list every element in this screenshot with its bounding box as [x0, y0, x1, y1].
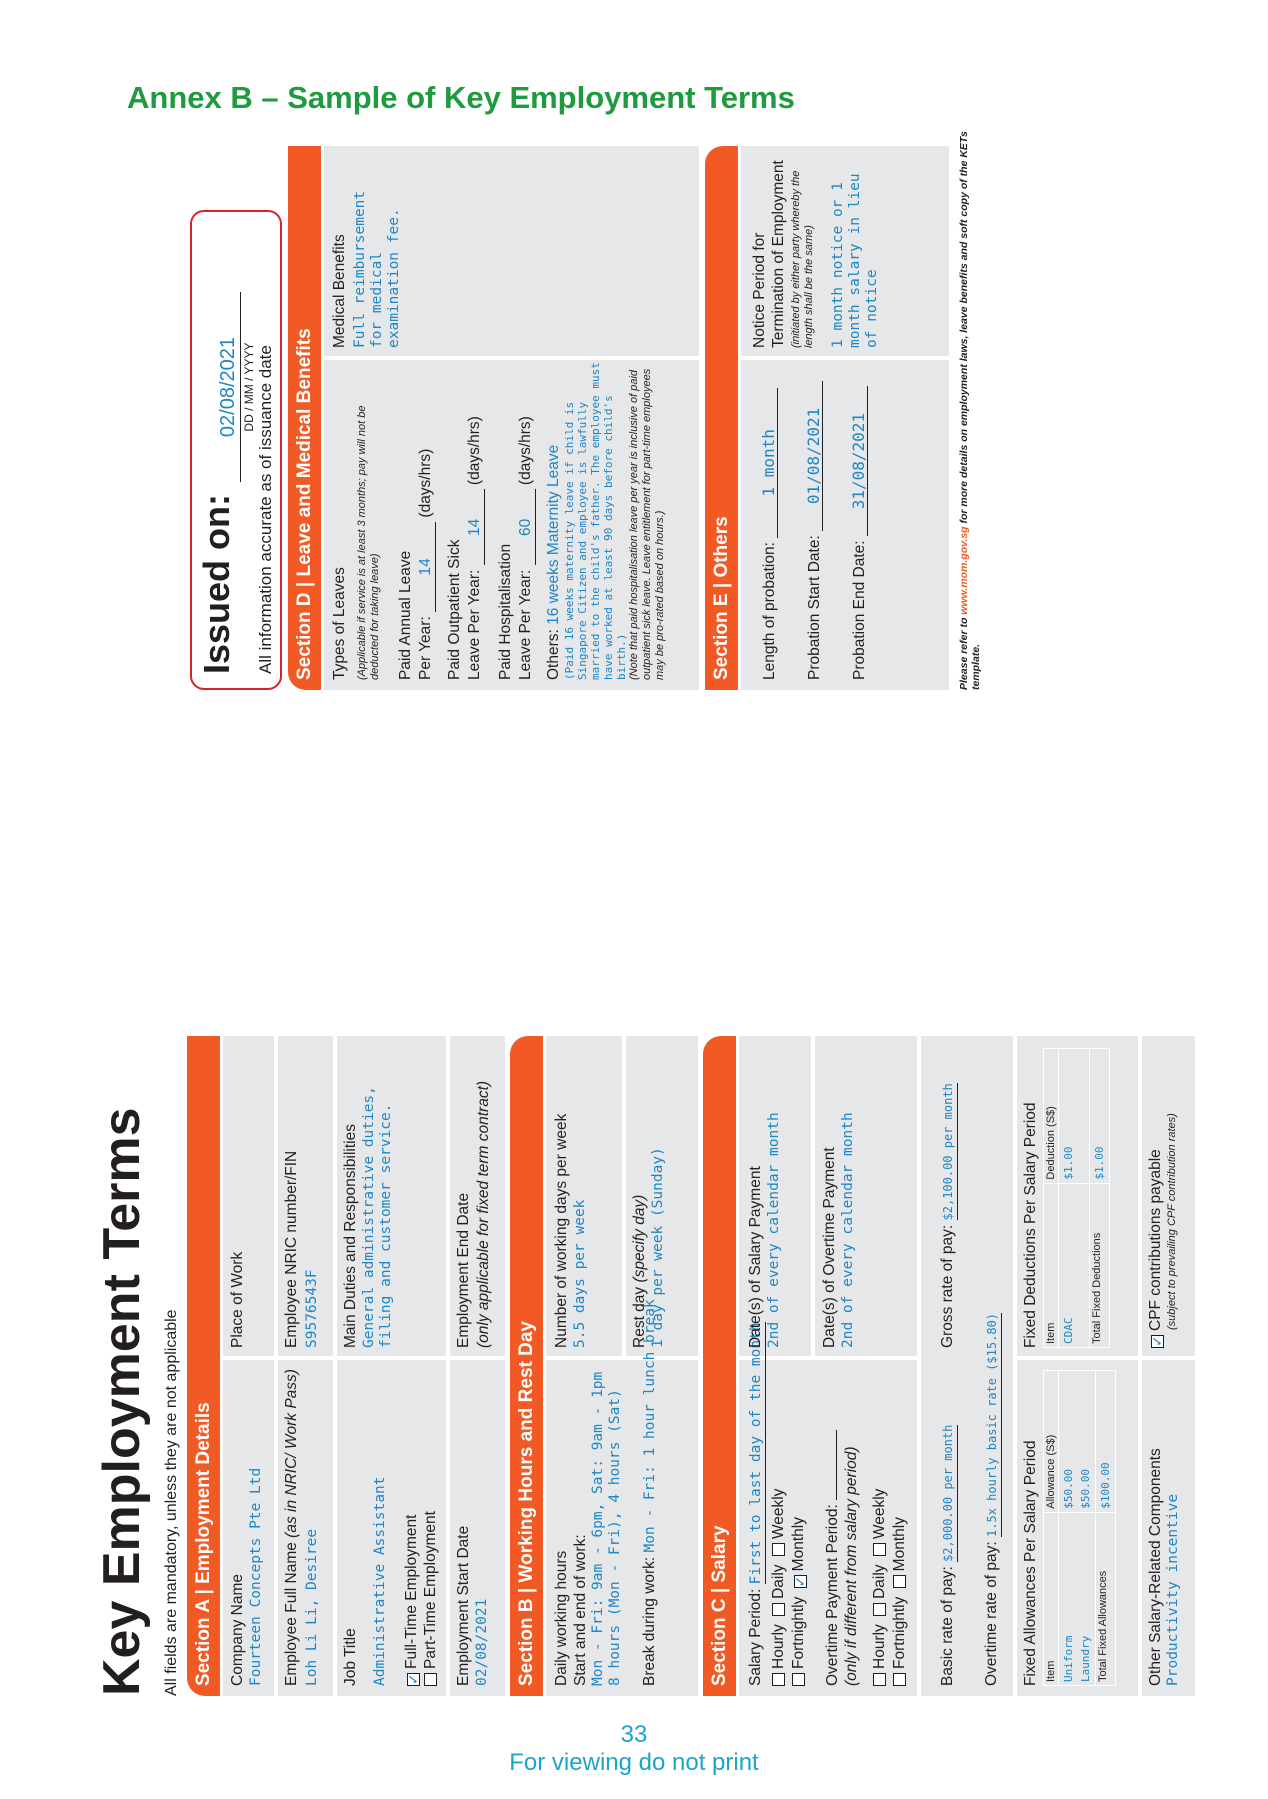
allow-amount-header: Allowance (S$): [1044, 1371, 1059, 1513]
hours-line-1: Mon - Fri: 9am - 6pm, Sat: 9am - 1pm: [590, 1371, 606, 1686]
duties-label: Main Duties and Responsibilities: [342, 1123, 359, 1348]
section-c-row-divider: [811, 1036, 815, 1356]
allow-item-header: Item: [1044, 1512, 1059, 1685]
rest-day-value: 1 day per week (Sunday): [650, 1147, 666, 1348]
section-a-divider: [223, 1356, 505, 1360]
ot-rate-row: Overtime rate of pay: 1.5x hourly basic rate ($15.80): [983, 1312, 1000, 1686]
company-name-value: Fourteen Concepts Pte Ltd: [248, 1467, 264, 1686]
row-divider: [333, 1036, 337, 1696]
notice-note: (initiated by either party whereby the length shall be the same): [790, 170, 815, 348]
ot-daily-checkbox[interactable]: [873, 1603, 886, 1616]
basic-pay-row: Basic rate of pay: $2,000.00 per month: [939, 1424, 956, 1686]
leave-types-note: (Applicable if service is at least 3 months; pay will not be deducted for taking leave): [356, 405, 381, 680]
deductions-title: Fixed Deductions Per Salary Period: [1022, 1102, 1039, 1348]
other-components-value: Productivity incentive: [1165, 1493, 1181, 1686]
ot-monthly-checkbox[interactable]: [893, 1575, 906, 1588]
allow-total-value: $100.00: [1096, 1371, 1116, 1513]
full-name-value: Loh Li Li, Desiree: [304, 1528, 320, 1686]
hosp-leave-note: (Note that paid hospitalisation leave per year is inclusive of paid outpatient sick leave. Leave entitlement for part-time employees may be pro-rated based on hours.): [628, 368, 666, 680]
ded-item: CDAC: [1059, 1183, 1090, 1347]
allowances-table: [1043, 1370, 1116, 1686]
leave-types-label: Types of Leaves: [331, 567, 348, 680]
ded-item-header: Item: [1044, 1183, 1059, 1347]
salary-period-options-2: Fortnightly ✓Monthly: [789, 1517, 808, 1686]
ot-period-blank: [836, 1430, 837, 1500]
allow-item: Uniform Laundry: [1059, 1512, 1096, 1685]
section-e-header: Section E | Others: [705, 146, 738, 690]
section-c-header: Section C | Salary: [703, 1036, 736, 1696]
medical-label: Medical Benefits: [331, 234, 348, 348]
job-title-value: Administrative Assistant: [372, 1476, 388, 1686]
row-divider: [446, 1036, 450, 1696]
start-end-label: Start and end of work:: [572, 1534, 589, 1686]
probation-end-row: Probation End Date: 31/08/2021: [850, 386, 869, 680]
ot-options-2: Fortnightly Monthly: [890, 1517, 909, 1686]
section-a-header: Section A | Employment Details: [187, 1036, 220, 1696]
ot-period-row: Overtime Payment Period:: [823, 1430, 842, 1686]
hours-line-2: 8 hours (Mon - Fri), 4 hours (Sat): [607, 1389, 623, 1686]
end-date-label: Employment End Date: [455, 1192, 472, 1348]
annex-title: Annex B – Sample of Key Employment Terms: [127, 80, 795, 115]
annual-leave-label: Paid Annual Leave: [397, 550, 414, 680]
section-d-divider: [324, 356, 699, 360]
break-row: Break during work: Mon - Fri: 1 hour lunch break: [641, 1299, 658, 1686]
section-e-divider: [741, 356, 949, 360]
company-name-label: Company Name: [229, 1574, 246, 1686]
daily-hours-label: Daily working hours: [553, 1550, 570, 1686]
rest-day-label: Rest day (specify day): [631, 1194, 648, 1348]
start-date-label: Employment Start Date: [455, 1525, 472, 1686]
ded-amount: $1.00: [1059, 1049, 1090, 1184]
ot-period-note: (only if different from salary period): [843, 1446, 860, 1686]
full-time-checkbox[interactable]: ✓: [405, 1673, 421, 1685]
section-c-row-divider: [1013, 1036, 1017, 1696]
ot-fortnightly-checkbox[interactable]: [893, 1673, 906, 1686]
salary-date-label: Date(s) of Salary Payment: [747, 1166, 764, 1348]
footer-note: For viewing do not print: [509, 1749, 759, 1776]
issued-date: 02/08/2021: [216, 292, 241, 482]
start-date-value: 02/08/2021: [474, 1598, 490, 1686]
issued-label: Issued on:: [196, 493, 237, 674]
working-days-label: Number of working days per week: [553, 1113, 570, 1348]
fortnightly-checkbox[interactable]: [792, 1673, 805, 1686]
section-d-header: Section D | Leave and Medical Benefits: [288, 146, 321, 690]
ded-total-label: Total Fixed Deductions: [1090, 1183, 1110, 1347]
end-date-note: (only applicable for fixed term contract): [475, 1080, 492, 1348]
salary-date-value: 2nd of every calendar month: [766, 1112, 782, 1348]
nric-label: Employee NRIC number/FIN: [283, 1150, 300, 1348]
part-time-checkbox[interactable]: [424, 1673, 437, 1686]
section-b-row-divider: [622, 1036, 626, 1356]
probation-length-row: Length of probation: 1 month: [760, 388, 779, 680]
section-c-row-divider: [1138, 1036, 1142, 1696]
monthly-checkbox[interactable]: ✓: [792, 1575, 808, 1588]
section-b-divider: [546, 1356, 698, 1360]
section-c-divider-lower: [1017, 1356, 1195, 1360]
ded-amount-header: Deduction (S$): [1044, 1049, 1059, 1184]
doc-title: Key Employment Terms: [93, 1107, 151, 1696]
hourly-checkbox[interactable]: [772, 1673, 785, 1686]
deductions-table: [1043, 1048, 1110, 1348]
page-number: 33: [620, 1721, 648, 1748]
ot-date-label: Date(s) of Overtime Payment: [821, 1147, 838, 1348]
refer-note: Please refer to www.mom.gov.sg for more details on employment laws, leave benefits and soft copy of the KETs template.: [958, 131, 982, 690]
nric-value: S9576543F: [304, 1269, 320, 1348]
ot-date-value: 2nd of every calendar month: [840, 1112, 856, 1348]
others-leave-row: Others: 16 weeks Maternity Leave: [545, 444, 562, 680]
section-b-header: Section B | Working Hours and Rest Day: [510, 1036, 543, 1696]
probation-start-row: Probation Start Date: 01/08/2021: [805, 381, 824, 680]
annual-leave-row: Per Year: 14 (days/hrs): [417, 448, 434, 680]
duties-value: General administrative duties, filing and customer service.: [361, 1086, 394, 1348]
notice-value: 1 month notice or 1 month salary in lieu of notice: [830, 173, 880, 348]
salary-period-row: Salary Period: First to last day of the month: [747, 1322, 764, 1686]
allowances-title: Fixed Allowances Per Salary Period: [1022, 1440, 1039, 1686]
other-components-label: Other Salary-Related Components: [1147, 1448, 1164, 1686]
sick-leave-row: Leave Per Year: 14 (days/hrs): [466, 416, 483, 680]
issued-format: DD / MM / YYYY: [242, 342, 256, 432]
salary-period-options-1: Hourly Daily Weekly: [769, 1489, 788, 1686]
allow-amount: $50.00 $50.00: [1059, 1371, 1096, 1513]
cpf-checkbox[interactable]: ✓: [1149, 1335, 1165, 1347]
weekly-checkbox[interactable]: [772, 1543, 785, 1556]
cpf-note: (subject to prevailing CPF contribution rates): [1166, 1113, 1178, 1330]
daily-checkbox[interactable]: [772, 1603, 785, 1616]
section-c-row-divider: [917, 1036, 921, 1696]
mom-link[interactable]: www.mom.gov.sg: [958, 526, 970, 615]
gross-pay-row: Gross rate of pay: $2,100.00 per month: [939, 1083, 956, 1348]
full-name-label: Employee Full Name (as in NRIC/ Work Pass): [283, 1369, 300, 1686]
hosp-leave-row: Leave Per Year: 60 (days/hrs): [517, 416, 534, 680]
part-time-option: Part-Time Employment: [421, 1511, 440, 1686]
ded-total-value: $1.00: [1090, 1049, 1110, 1184]
ot-weekly-checkbox[interactable]: [873, 1543, 886, 1556]
full-time-option: ✓Full-Time Employment: [403, 1514, 421, 1685]
working-days-value: 5.5 days per week: [572, 1199, 588, 1348]
kets-form: [93, 120, 1230, 1720]
doc-subtitle: All fields are mandatory, unless they are not applicable: [163, 1309, 180, 1696]
place-of-work-label: Place of Work: [229, 1251, 246, 1348]
sick-leave-label: Paid Outpatient Sick: [446, 539, 463, 680]
allow-total-label: Total Fixed Allowances: [1096, 1512, 1116, 1685]
cpf-row: ✓CPF contributions payable: [1147, 1149, 1165, 1347]
others-leave-note: (Paid 16 weeks maternity leave if child is Singapore Citizen and employee is lawfully married to the child's father. The employee must have worked at least 90 days before child's birth.): [563, 362, 628, 680]
job-title-label: Job Title: [342, 1628, 359, 1686]
hosp-leave-label: Paid Hospitalisation: [497, 543, 514, 680]
issued-note: All information accurate as of issuance date: [256, 345, 275, 674]
notice-label: Notice Period for Termination of Employment: [751, 160, 787, 348]
row-divider: [274, 1036, 278, 1696]
ot-options-1: Hourly Daily Weekly: [870, 1489, 889, 1686]
ot-hourly-checkbox[interactable]: [873, 1673, 886, 1686]
medical-value: Full reimbursement for medical examination fee.: [352, 190, 402, 348]
